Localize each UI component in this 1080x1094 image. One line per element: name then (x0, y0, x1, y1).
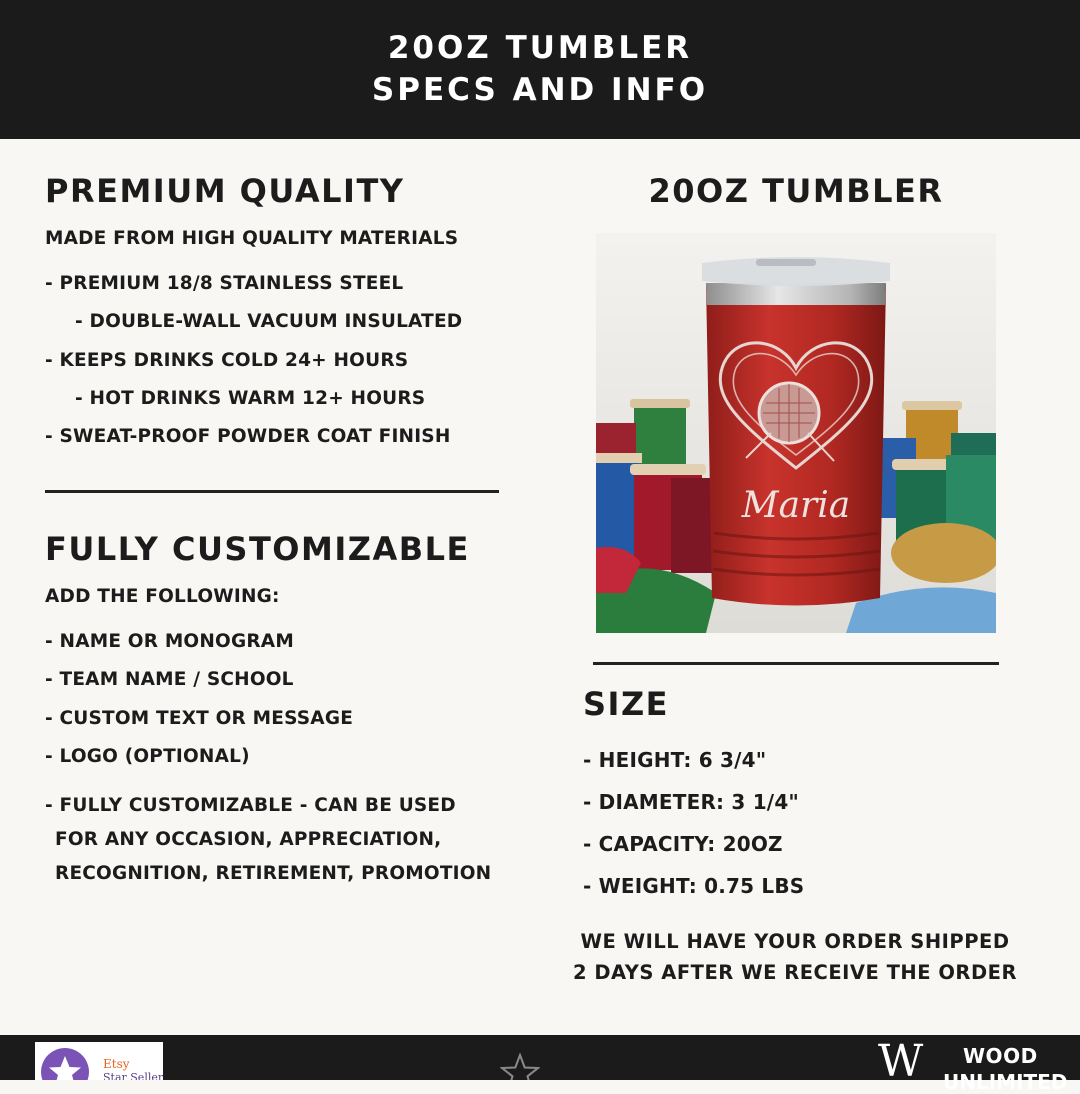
star-seller-badge (35, 1042, 163, 1080)
left-divider (45, 490, 499, 493)
engraved-name: Maria (741, 485, 851, 526)
size-heading: SIZE (583, 685, 670, 723)
brand-name-line2: UNLIMITED (943, 1070, 1068, 1094)
premium-quality-heading: PREMIUM QUALITY (45, 172, 405, 210)
header-banner (0, 0, 1080, 139)
premium-subtitle: MADE FROM HIGH QUALITY MATERIALS (45, 228, 459, 249)
product-heading: 20OZ TUMBLER (648, 172, 944, 210)
customizable-note-line: - FULLY CUSTOMIZABLE - CAN BE USED (45, 795, 456, 816)
size-item: - DIAMETER: 3 1/4" (583, 790, 800, 814)
premium-item: - SWEAT-PROOF POWDER COAT FINISH (45, 426, 451, 447)
premium-item: - DOUBLE-WALL VACUUM INSULATED (75, 311, 463, 332)
brand-name-line1: WOOD (963, 1044, 1038, 1068)
customizable-item: - NAME OR MONOGRAM (45, 631, 294, 652)
header-title-line2: SPECS AND INFO (371, 72, 709, 108)
shipping-line: WE WILL HAVE YOUR ORDER SHIPPED (580, 930, 1010, 953)
right-divider (593, 662, 999, 665)
premium-item: - KEEPS DRINKS COLD 24+ HOURS (45, 350, 409, 371)
customizable-item: - LOGO (OPTIONAL) (45, 746, 250, 767)
customizable-note-line: RECOGNITION, RETIREMENT, PROMOTION (55, 863, 492, 884)
size-item: - HEIGHT: 6 3/4" (583, 748, 767, 772)
customizable-note-line: FOR ANY OCCASION, APPRECIATION, (55, 829, 442, 850)
badge-etsy-text: Etsy (103, 1057, 130, 1071)
product-photo (596, 233, 996, 633)
star-outline-icon (500, 1053, 540, 1080)
customizable-item: - TEAM NAME / SCHOOL (45, 669, 294, 690)
size-item: - CAPACITY: 20OZ (583, 832, 783, 856)
customizable-subtitle: ADD THE FOLLOWING: (45, 586, 280, 607)
customizable-heading: FULLY CUSTOMIZABLE (45, 530, 470, 568)
premium-item: - PREMIUM 18/8 STAINLESS STEEL (45, 273, 404, 294)
premium-item: - HOT DRINKS WARM 12+ HOURS (75, 388, 426, 409)
badge-star-seller-text: Star Seller (103, 1071, 164, 1080)
size-item: - WEIGHT: 0.75 LBS (583, 874, 805, 898)
shipping-line: 2 DAYS AFTER WE RECEIVE THE ORDER (573, 961, 1017, 984)
brand-logo-icon: W (878, 1036, 924, 1087)
customizable-item: - CUSTOM TEXT OR MESSAGE (45, 708, 354, 729)
star-seller-icon (35, 1042, 95, 1080)
header-title-line1: 20OZ TUMBLER (387, 30, 693, 66)
